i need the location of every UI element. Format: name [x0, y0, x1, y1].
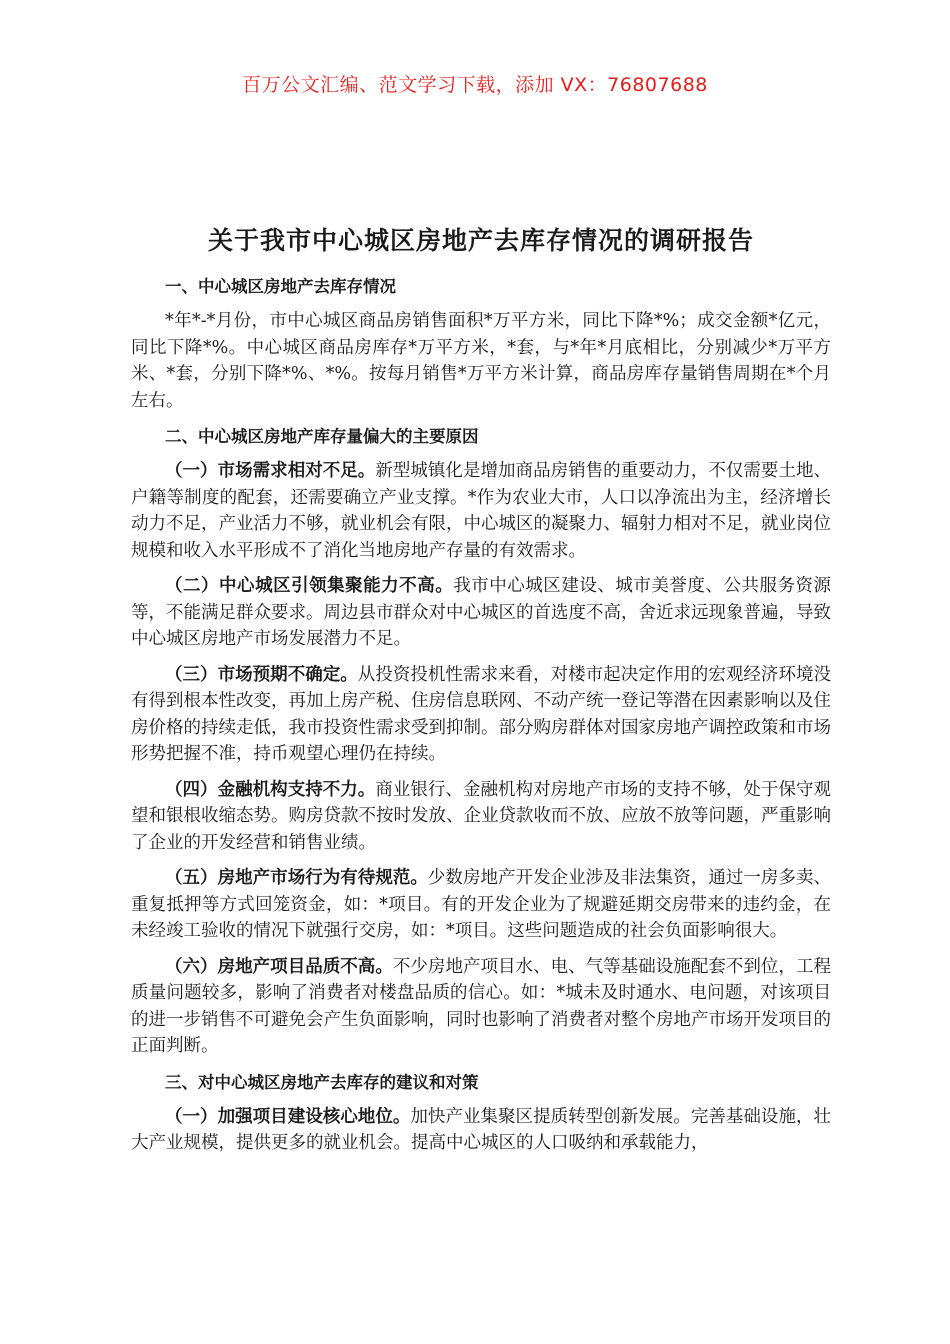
- paragraph-lead: （二）中心城区引领集聚能力不高。: [165, 576, 454, 596]
- paragraph-text: 从投资投机性需求来看，对楼市起决定作用的宏观经济环境没有得到根本性改变，再加上房产税、住房信息联网、不动产统一登记等潜在因素影响以及住房价格的持续走低，我市投资性需求受到抑制。部分购房群体对国家房地产调控政策和市场形势把握不准，持币观望心理仍在持续。: [131, 664, 831, 764]
- paragraph: [131, 777, 831, 857]
- paragraph: [131, 662, 831, 768]
- paragraph: [131, 954, 831, 1060]
- paragraph-text: 加快产业集聚区提质转型创新发展。完善基础设施，壮大产业规模，提供更多的就业机会。提高中心城区的人口吸纳和承载能力，: [131, 1106, 832, 1153]
- paragraph-text: 我市中心城区建设、城市美誉度、公共服务资源等，不能满足群众要求。周边县市群众对中心城区的首选度不高，舍近求远现象普遍，导致中心城区房地产市场发展潜力不足。: [131, 576, 832, 649]
- paragraph: [131, 308, 831, 414]
- paragraph-text: *年*-*月份，市中心城区商品房销售面积*万平方米，同比下降*%；成交金额*亿元，同比下降*%。中心城区商品房库存*万平方米，*套，与*年*月底相比，分别减少*万平方米、*套，分别下降*%、*%。按每月销售*万平方米计算，商品房库存量销售周期在*个月左右。: [131, 311, 831, 411]
- paragraph-text: 不少房地产项目水、电、气等基础设施配套不到位，工程质量问题较多，影响了消费者对楼盘品质的信心。如：*城未及时通水、电问题，对该项目的进一步销售不可避免会产生负面影响，同时也影响了消费者对整个房地产市场开发项目的正面判断。: [131, 956, 832, 1056]
- paragraph: [131, 1104, 831, 1157]
- page-title: 关于我市中心城区房地产去库存情况的调研报告: [207, 226, 754, 255]
- paragraph-lead: （五）房地产市场行为有待规范。: [165, 868, 428, 888]
- paragraph-text: 商业银行、金融机构对房地产市场的支持不够，处于保守观望和银根收缩态势。购房贷款不按时发放、企业贷款收而不放、应放不放等问题，严重影响了企业的开发经营和销售业绩。: [131, 779, 832, 853]
- section-heading-1: 一、中心城区房地产去库存情况: [165, 277, 396, 296]
- section-heading-3: 三、对中心城区房地产去库存的建议和对策: [165, 1072, 479, 1092]
- paragraph: [131, 573, 831, 653]
- paragraph-lead: （一）市场需求相对不足。: [165, 461, 376, 481]
- paragraph-lead: （六）房地产项目品质不高。: [165, 956, 393, 977]
- paragraph: [131, 458, 831, 564]
- section-heading-2: 二、中心城区房地产库存量偏大的主要原因: [165, 427, 479, 446]
- document-body: [131, 224, 831, 1166]
- paragraph-lead: （一）加强项目建设核心地位。: [165, 1106, 411, 1127]
- paragraph-text: 少数房地产开发企业涉及非法集资，通过一房多卖、重复抵押等方式回笼资金，如：*项目。有的开发企业为了规避延期交房带来的违约金，在未经竣工验收的情况下就强行交房，如：*项目。这些问题造成的社会负面影响很大。: [131, 868, 831, 941]
- header-banner: 百万公文汇编、范文学习下载，添加 VX：76807688: [242, 74, 708, 96]
- paragraph-text: 新型城镇化是增加商品房销售的重要动力，不仅需要土地、户籍等制度的配套，还需要确立产业支撑。*作为农业大市，人口以净流出为主，经济增长动力不足，产业活力不够，就业机会有限，中心城区的凝聚力、辐射力相对不足，就业岗位规模和收入水平形成不了消化当地房地产存量的有效需求。: [131, 461, 832, 561]
- paragraph-lead: （三）市场预期不确定。: [165, 664, 358, 685]
- paragraph-lead: （四）金融机构支持不力。: [165, 779, 376, 800]
- paragraph: [131, 865, 831, 945]
